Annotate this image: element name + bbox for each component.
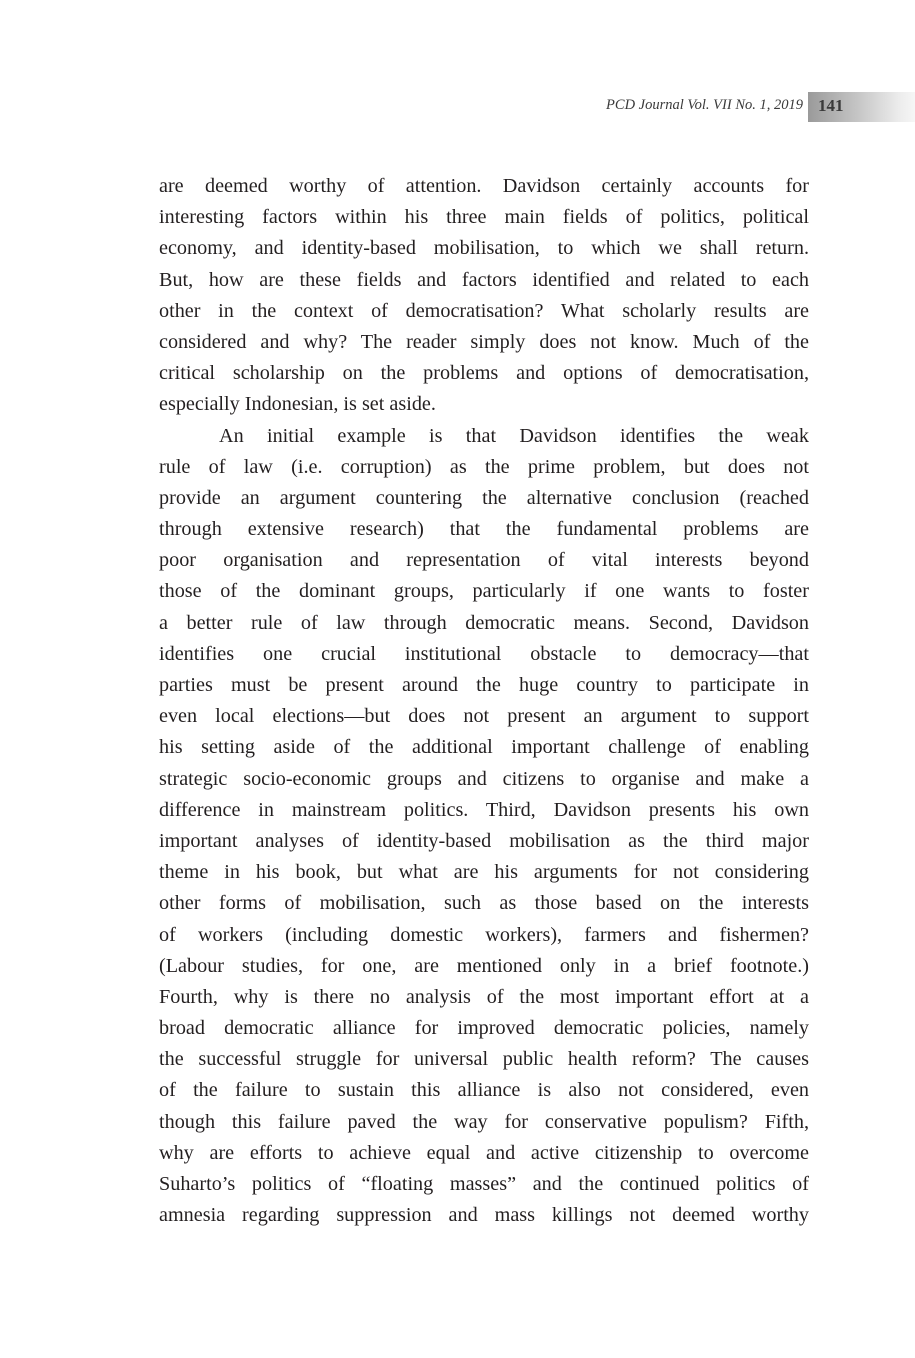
text-line: of workers (including domestic workers), farmers and fishermen? [159,923,809,946]
text-line: (Labour studies, for one, are mentioned only in a brief footnote.) [159,954,809,977]
text-line: rule of law (i.e. corruption) as the prime problem, but does not [159,455,809,478]
text-line: economy, and identity-based mobilisation, to which we shall return. [159,237,809,260]
page-number: 141 [818,96,844,115]
page-number-tab [808,92,915,122]
text-line: amnesia regarding suppression and mass killings not deemed worthy [159,1204,809,1227]
text-line: Suharto’s politics of “floating masses” and the continued politics of [159,1173,809,1195]
text-line: his setting aside of the additional important challenge of enabling [159,736,809,759]
text-line: even local elections—but does not present an argument to support [159,705,809,728]
text-line: of the failure to sustain this alliance is also not considered, even [159,1079,809,1102]
text-line: important analyses of identity-based mobilisation as the third major [159,829,809,852]
text-line: critical scholarship on the problems and options of democratisation, [159,362,809,385]
text-line: An initial example is that Davidson identifies the weak [219,424,809,447]
body-text [159,171,809,1231]
text-line: Fourth, why is there no analysis of the most important effort at a [159,985,809,1008]
text-line: through extensive research) that the fundamental problems are [159,518,809,541]
paragraph-1 [159,171,809,421]
text-line: why are efforts to achieve equal and active citizenship to overcome [159,1141,809,1164]
text-line: broad democratic alliance for improved democratic policies, namely [159,1017,809,1040]
text-line: other in the context of democratisation? What scholarly results are [159,299,809,322]
text-line: poor organisation and representation of vital interests beyond [159,549,809,572]
text-line: parties must be present around the huge country to participate in [159,674,809,696]
text-line: interesting factors within his three main fields of politics, political [159,206,809,229]
text-line: But, how are these fields and factors identified and related to each [159,268,809,291]
text-line: though this failure paved the way for conservative populism? Fifth, [159,1110,809,1133]
journal-citation: PCD Journal Vol. VII No. 1, 2019 [606,97,803,113]
text-line: provide an argument countering the alternative conclusion (reached [159,486,809,509]
text-line: theme in his book, but what are his arguments for not considering [159,861,809,884]
text-line: the successful struggle for universal public health reform? The causes [159,1048,809,1071]
text-line: those of the dominant groups, particularly if one wants to foster [159,580,809,603]
text-line: especially Indonesian, is set aside. [159,393,436,416]
text-line: strategic socio-economic groups and citizens to organise and make a [159,767,809,790]
text-line: considered and why? The reader simply does not know. Much of the [159,330,809,353]
text-line: difference in mainstream politics. Third, Davidson presents his own [159,798,809,821]
text-line: other forms of mobilisation, such as those based on the interests [159,892,809,915]
running-header [0,92,915,122]
text-line: a better rule of law through democratic means. Second, Davidson [159,611,809,634]
paragraph-2 [159,421,809,1232]
text-line: identifies one crucial institutional obstacle to democracy—that [159,642,809,665]
text-line: are deemed worthy of attention. Davidson certainly accounts for [159,175,809,197]
